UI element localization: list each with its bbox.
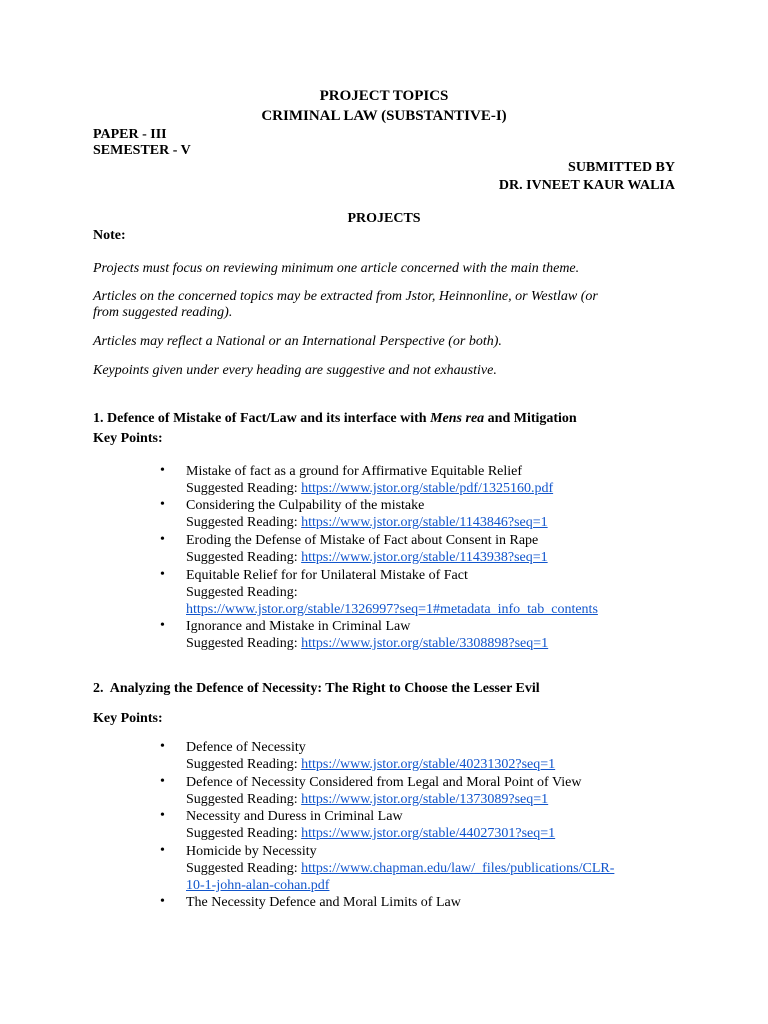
note-line-1: Projects must focus on reviewing minimum one article concerned with the main theme. [93,261,580,276]
list-item-title: Considering the Culpability of the mistake [186,498,425,513]
list-item-title: Eroding the Defense of Mistake of Fact about Consent in Rape [186,533,539,548]
bullet-icon: • [160,739,165,754]
section-1-heading-emphasis: Mens rea [430,411,485,426]
note-line-4: Articles may reflect a National or an International Perspective (or both). [93,334,502,349]
list-item [186,532,548,566]
list-item [186,497,548,531]
section-1-heading-text: 1. Defence of Mistake of Fact/Law and its interface with [93,411,431,426]
paper-label: PAPER - III [93,127,167,142]
bullet-icon: • [160,532,165,547]
suggested-reading [186,635,548,652]
suggested-reading-label: Suggested Reading: [186,585,298,600]
section-2-heading: 2. Analyzing the Defence of Necessity: The Right to Choose the Lesser Evil [93,681,540,696]
bullet-icon: • [160,497,165,512]
reading-link[interactable]: https://www.jstor.org/stable/1143846?seq=1 [301,515,548,530]
author-name: DR. IVNEET KAUR WALIA [498,178,675,193]
suggested-reading-label: Suggested Reading: [186,826,298,841]
list-item-title: The Necessity Defence and Moral Limits of Law [186,895,461,910]
suggested-reading-label: Suggested Reading: [186,481,298,496]
bullet-icon: • [160,808,165,823]
list-item-title: Mistake of fact as a ground for Affirmative Equitable Relief [186,464,523,479]
bullet-icon: • [160,894,165,909]
reading-link[interactable]: https://www.jstor.org/stable/1326997?seq=1#metadata_info_tab_contents [186,602,598,617]
document-subtitle: CRIMINAL LAW (SUBSTANTIVE-I) [261,108,507,124]
projects-heading: PROJECTS [347,211,421,226]
list-item [186,567,598,618]
section-1-key-points-label: Key Points: [93,431,163,446]
list-item-title: Homicide by Necessity [186,844,317,859]
list-item [186,463,553,497]
suggested-reading [186,756,555,773]
list-item [186,894,461,911]
suggested-reading-label: Suggested Reading: [186,861,298,876]
suggested-reading [186,825,555,842]
semester-label: SEMESTER - V [93,143,191,158]
section-1-heading-suffix: and Mitigation [484,411,577,426]
suggested-reading [186,480,553,497]
list-item-title: Ignorance and Mistake in Criminal Law [186,619,411,634]
list-item [186,739,555,773]
suggested-reading [186,791,581,808]
suggested-reading [186,860,614,877]
reading-link[interactable]: https://www.jstor.org/stable/40231302?seq=1 [301,757,556,772]
list-item [186,618,548,652]
submitted-by-label: SUBMITTED BY [568,160,675,175]
list-item-title: Defence of Necessity [186,740,306,755]
reading-link[interactable]: https://www.jstor.org/stable/3308898?seq=1 [301,636,549,651]
suggested-reading-label: Suggested Reading: [186,515,298,530]
note-line-5: Keypoints given under every heading are suggestive and not exhaustive. [93,363,497,378]
suggested-reading-label: Suggested Reading: [186,792,298,807]
suggested-reading [186,514,548,531]
list-item-title: Defence of Necessity Considered from Legal and Moral Point of View [186,775,582,790]
section-2-key-points-label: Key Points: [93,711,163,726]
reading-link[interactable]: https://www.chapman.edu/law/_files/publications/CLR- [301,861,615,876]
reading-link[interactable]: https://www.jstor.org/stable/pdf/1325160.pdf [301,481,554,496]
bullet-icon: • [160,463,165,478]
bullet-icon: • [160,567,165,582]
reading-link[interactable]: https://www.jstor.org/stable/1143938?seq=1 [301,550,548,565]
note-line-3: from suggested reading). [93,305,233,320]
suggested-reading [186,549,548,566]
suggested-reading-label: Suggested Reading: [186,757,298,772]
note-line-2: Articles on the concerned topics may be extracted from Jstor, Heinnonline, or Westlaw (or [93,289,598,304]
section-1-heading [93,411,577,427]
list-item-title: Necessity and Duress in Criminal Law [186,809,403,824]
note-label: Note: [93,228,126,243]
list-item [186,774,581,808]
list-item-title: Equitable Relief for for Unilateral Mistake of Fact [186,568,468,583]
reading-link[interactable]: https://www.jstor.org/stable/1373089?seq=1 [301,792,549,807]
reading-link-continued[interactable]: 10-1-john-alan-cohan.pdf [186,878,330,893]
list-item [186,843,614,894]
bullet-icon: • [160,843,165,858]
list-item [186,808,555,842]
reading-link[interactable]: https://www.jstor.org/stable/44027301?seq=1 [301,826,556,841]
bullet-icon: • [160,618,165,633]
suggested-reading-label: Suggested Reading: [186,636,298,651]
bullet-icon: • [160,774,165,789]
suggested-reading-label: Suggested Reading: [186,550,298,565]
document-title: PROJECT TOPICS [319,88,449,104]
